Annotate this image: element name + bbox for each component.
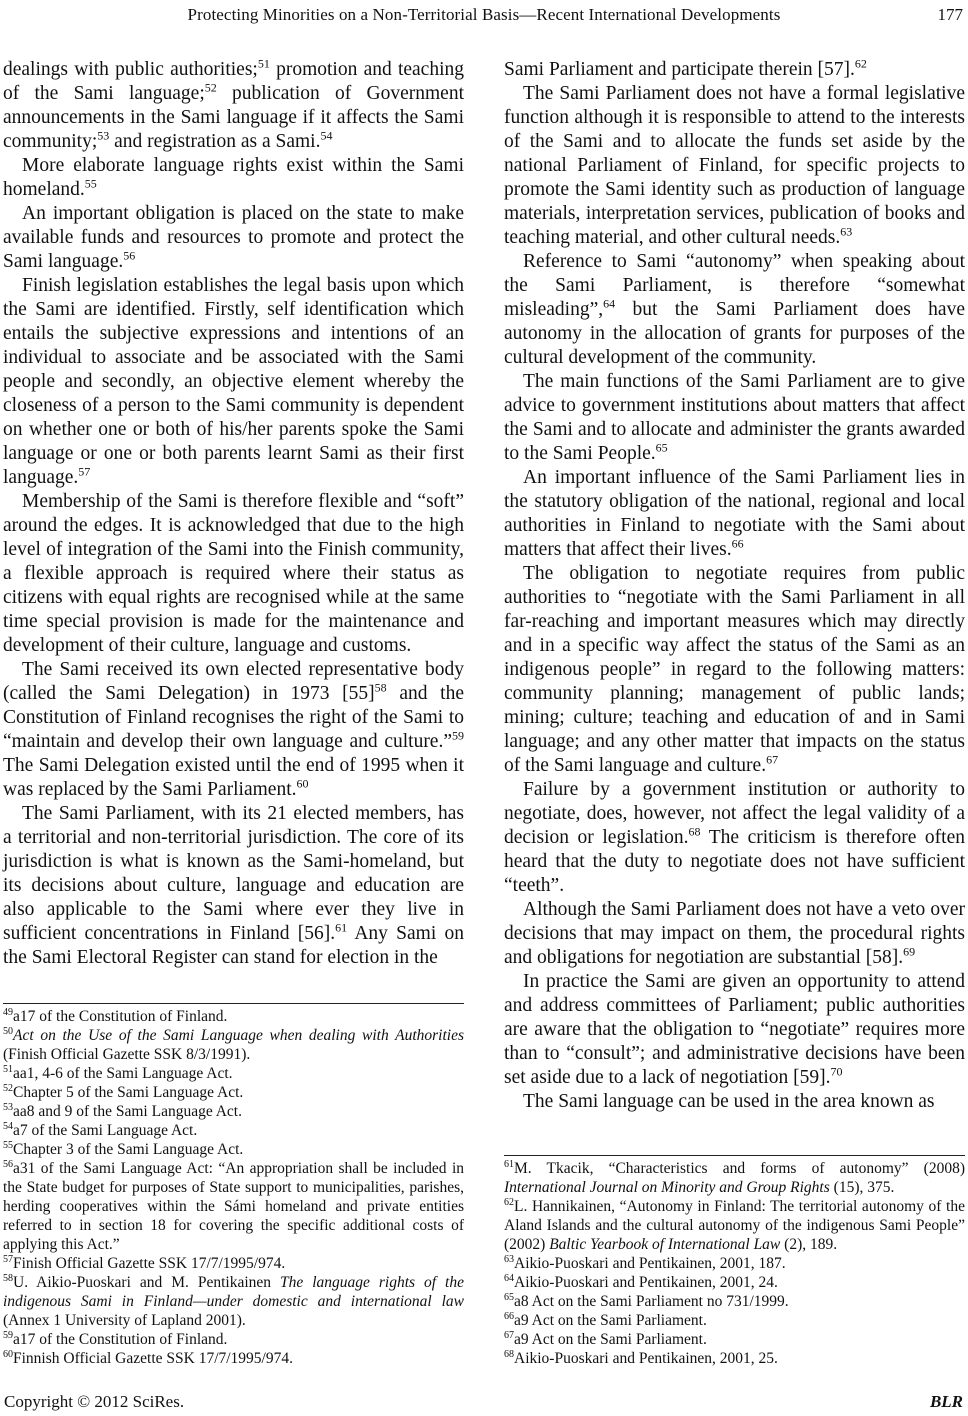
body-paragraph bbox=[504, 82, 965, 250]
text-run: publication of Government announcements in the Sami language if it affects the Sami community; bbox=[3, 83, 464, 152]
text-run: a8 Act on the Sami Parliament no 731/1999. bbox=[514, 1293, 789, 1310]
body-paragraph bbox=[504, 58, 965, 82]
text-run: Finnish Official Gazette SSK 17/7/1995/974. bbox=[13, 1350, 293, 1367]
footnote-marker: 65 bbox=[504, 1291, 514, 1303]
text-run: The obligation to negotiate requires from public authorities to “negotiate with the Sami Parliament in all far-reaching and important measures which may directly and in a specific way affect the status of the Sami as an indigenous people” in regard to the following matters: community planning; management of public lands; mining; culture; teaching and education of and in Sami language; and any other matter that impacts on the status of the Sami language and culture. bbox=[504, 563, 965, 776]
footnote-reference-marker: 55 bbox=[84, 176, 97, 191]
footnote-marker: 49 bbox=[3, 1006, 13, 1018]
text-run: Although the Sami Parliament does not have a veto over decisions that may impact on them, the procedural rights and obligations for negotiation are substantial [58]. bbox=[504, 899, 965, 968]
footnote bbox=[504, 1330, 965, 1349]
footnote-reference-marker: 51 bbox=[257, 56, 270, 71]
footnote-marker: 59 bbox=[3, 1329, 13, 1341]
body-paragraph bbox=[3, 154, 464, 202]
left-column-footnotes bbox=[3, 1003, 464, 1368]
text-run: The Sami Parliament does not have a formal legislative function although it is responsible to attend to the interests of the Sami and to allocate the funds set aside by the national Parliament of Finland, for specific projects to promote the Sami identity such as production of language materials, interpretation services, publication of books and teaching material, and other cultural needs. bbox=[504, 83, 965, 248]
text-run: a9 Act on the Sami Parliament. bbox=[514, 1312, 707, 1329]
text-run: promotion and teaching of the Sami language; bbox=[3, 59, 465, 104]
footnote-marker: 56 bbox=[3, 1158, 13, 1170]
text-run: but the Sami Parliament does have autonomy in the allocation of grants for purposes of the cultural development of the community. bbox=[504, 299, 965, 368]
footnote-reference-marker: 62 bbox=[854, 56, 867, 71]
text-run: Finish Official Gazette SSK 17/7/1995/974. bbox=[13, 1255, 286, 1272]
body-paragraph bbox=[504, 778, 965, 898]
footnote-reference-marker: 58 bbox=[374, 680, 387, 695]
footnote-marker: 53 bbox=[3, 1101, 13, 1113]
footnote-separator-rule bbox=[504, 1155, 965, 1156]
text-run: U. Aikio-Puoskari and M. Pentikainen bbox=[13, 1274, 280, 1291]
text-run: a31 of the Sami Language Act: “An appropriation shall be included in the State budget for purposes of State support to municipalities, parishes, herding cooperatives within the Sámi homeland and private entities referred to in section 18 for covering the specific additional costs of applying this Act.” bbox=[3, 1160, 464, 1253]
footnote bbox=[504, 1292, 965, 1311]
body-paragraph bbox=[3, 58, 464, 154]
footnote-marker: 57 bbox=[3, 1253, 13, 1265]
text-run: The main functions of the Sami Parliament are to give advice to government institutions about matters that affect the Sami and to allocate and administer the grants awarded to the Sami People. bbox=[504, 371, 965, 464]
page-footer bbox=[3, 1392, 965, 1412]
footnote-reference-marker: 52 bbox=[204, 80, 217, 95]
text-run: Membership of the Sami is therefore flexible and “soft” around the edges. It is acknowledged that due to the high level of integration of the Sami into the Finish community, a flexible approach is required where their status as citizens with equal rights are recognised while at the same time special provision is made for the maintenance and development of their culture, language and customs. bbox=[3, 491, 464, 656]
body-paragraph bbox=[504, 898, 965, 970]
page-number: 177 bbox=[937, 5, 963, 24]
text-run: An important obligation is placed on the state to make available funds and resources to promote and protect the Sami language. bbox=[3, 203, 464, 272]
footnote bbox=[3, 1349, 464, 1368]
footnote-reference-marker: 63 bbox=[840, 224, 853, 239]
copyright-notice: Copyright © 2012 SciRes. bbox=[4, 1392, 185, 1411]
footnote bbox=[3, 1159, 464, 1254]
text-run: (15), 375. bbox=[829, 1179, 895, 1196]
text-run: Chapter 5 of the Sami Language Act. bbox=[13, 1084, 244, 1101]
footnote-reference-marker: 61 bbox=[335, 920, 348, 935]
left-column-body bbox=[3, 58, 464, 970]
text-run: Reference to Sami “autonomy” when speaking about the Sami Parliament, is therefore “somewhat misleading”, bbox=[504, 251, 965, 320]
text-run: Chapter 3 of the Sami Language Act. bbox=[13, 1141, 244, 1158]
two-column-layout bbox=[3, 58, 965, 1368]
left-column bbox=[3, 58, 464, 1368]
footnote bbox=[504, 1197, 965, 1254]
footnote-marker: 50 bbox=[3, 1025, 13, 1037]
text-run: and registration as a Sami. bbox=[109, 131, 321, 152]
body-paragraph bbox=[3, 802, 464, 970]
text-run: Failure by a government institution or authority to negotiate, does, however, not affect the legal validity of a decision or legislation. bbox=[504, 779, 965, 848]
footnote bbox=[3, 1273, 464, 1330]
footnote-separator-rule bbox=[3, 1003, 464, 1004]
text-run: Aikio-Puoskari and Pentikainen, 2001, 25. bbox=[514, 1350, 778, 1367]
text-run: a9 Act on the Sami Parliament. bbox=[514, 1331, 707, 1348]
right-column-footnotes bbox=[504, 1155, 965, 1368]
text-run: The Sami Delegation existed until the end of 1995 when it was replaced by the Sami Parliament. bbox=[3, 755, 464, 800]
text-run: a7 of the Sami Language Act. bbox=[13, 1122, 198, 1139]
footnote-reference-marker: 70 bbox=[830, 1064, 843, 1079]
footnote bbox=[504, 1349, 965, 1368]
footnote bbox=[3, 1140, 464, 1159]
footnote-marker: 54 bbox=[3, 1120, 13, 1132]
body-paragraph bbox=[3, 274, 464, 490]
body-paragraph bbox=[504, 562, 965, 778]
body-paragraph bbox=[504, 466, 965, 562]
footnote-marker: 68 bbox=[504, 1348, 514, 1360]
right-column-body bbox=[504, 58, 965, 1114]
footnote-reference-marker: 68 bbox=[688, 824, 701, 839]
text-run: Baltic Yearbook of International Law bbox=[549, 1236, 781, 1253]
footnote-reference-marker: 60 bbox=[296, 776, 309, 791]
footnote-marker: 61 bbox=[504, 1158, 514, 1170]
footnote bbox=[504, 1311, 965, 1330]
body-paragraph bbox=[3, 658, 464, 802]
footnote bbox=[3, 1007, 464, 1026]
footnote bbox=[3, 1121, 464, 1140]
right-footnote-list bbox=[504, 1159, 965, 1368]
text-run: An important influence of the Sami Parliament lies in the statutory obligation of the national, regional and local authorities in Finland to negotiate with the Sami about matters that affect their lives. bbox=[504, 467, 965, 560]
footnote-reference-marker: 54 bbox=[320, 128, 333, 143]
text-run: Aikio-Puoskari and Pentikainen, 2001, 187. bbox=[514, 1255, 786, 1272]
footnote-reference-marker: 69 bbox=[903, 944, 916, 959]
text-run: In practice the Sami are given an opportunity to attend and address committees of Parliament; public authorities are aware that the obligation to “negotiate” requires more than to “consult”; and administrative decisions have been set aside due to a lack of negotiation [59]. bbox=[504, 971, 965, 1088]
text-run: Aikio-Puoskari and Pentikainen, 2001, 24. bbox=[514, 1274, 778, 1291]
footnote-reference-marker: 64 bbox=[603, 296, 616, 311]
text-run: a17 of the Constitution of Finland. bbox=[13, 1008, 228, 1025]
body-paragraph bbox=[3, 490, 464, 658]
footnote bbox=[3, 1083, 464, 1102]
footnote-reference-marker: 66 bbox=[731, 536, 744, 551]
footnote-marker: 60 bbox=[3, 1348, 13, 1360]
running-head-title: Protecting Minorities on a Non-Territorial Basis—Recent International Developments bbox=[187, 5, 781, 24]
text-run: The Sami received its own elected representative body (called the Sami Delegation) in 1973 [55] bbox=[3, 659, 464, 704]
text-run: dealings with public authorities; bbox=[3, 59, 258, 80]
text-run: (Annex 1 University of Lapland 2001). bbox=[3, 1312, 246, 1329]
text-run: (2), 189. bbox=[780, 1236, 838, 1253]
footnote-reference-marker: 53 bbox=[97, 128, 110, 143]
footnote bbox=[3, 1330, 464, 1349]
footnote bbox=[504, 1159, 965, 1197]
body-paragraph bbox=[504, 1090, 965, 1114]
text-run: and the Constitution of Finland recognises the right of the Sami to “maintain and develop their own language and culture.” bbox=[3, 683, 464, 752]
text-run: The Sami language can be used in the area known as bbox=[523, 1091, 935, 1112]
footnote-marker: 52 bbox=[3, 1082, 13, 1094]
text-run: International Journal on Minority and Group Rights bbox=[504, 1179, 830, 1196]
footnote-marker: 64 bbox=[504, 1272, 514, 1284]
text-run: a17 of the Constitution of Finland. bbox=[13, 1331, 228, 1348]
text-run: aa8 and 9 of the Sami Language Act. bbox=[13, 1103, 242, 1120]
footnote bbox=[504, 1254, 965, 1273]
text-run: Sami Parliament and participate therein [57]. bbox=[504, 59, 855, 80]
footnote bbox=[3, 1254, 464, 1273]
footnote bbox=[3, 1102, 464, 1121]
footnote-marker: 63 bbox=[504, 1253, 514, 1265]
footnote-reference-marker: 56 bbox=[123, 248, 136, 263]
left-footnote-list bbox=[3, 1007, 464, 1368]
text-run: Any Sami on the Sami Electoral Register can stand for election in the bbox=[3, 923, 465, 968]
text-run: Finish legislation establishes the legal basis upon which the Sami are identified. Firstly, self identification which entails the subjective expressions and intentions of an individual to associate and be associated with the Sami people and secondly, an objective element whereby the closeness of a person to the Sami community is dependent on whether one or both of his/her parents spoke the Sami language or one or both parents learnt Sami as their first language. bbox=[3, 275, 464, 488]
text-run: The language rights of the indigenous Sami in Finland—under domestic and international law bbox=[3, 1274, 464, 1310]
text-run: More elaborate language rights exist within the Sami homeland. bbox=[3, 155, 464, 200]
body-paragraph bbox=[504, 370, 965, 466]
footnote-marker: 62 bbox=[504, 1196, 514, 1208]
footnote-marker: 67 bbox=[504, 1329, 514, 1341]
footnote-marker: 51 bbox=[3, 1063, 13, 1075]
page-header bbox=[3, 4, 965, 28]
text-run: The criticism is therefore often heard that the duty to negotiate does not have sufficient “teeth”. bbox=[504, 827, 965, 896]
footnote-marker: 55 bbox=[3, 1139, 13, 1151]
text-run: The Sami Parliament, with its 21 elected members, has a territorial and non-territorial jurisdiction. The core of its jurisdiction is what is known as the Sami-homeland, but its decisions about culture, language and education are also applicable to the Sami where ever they live in sufficient concentrations in Finland [56]. bbox=[3, 803, 464, 944]
body-paragraph bbox=[504, 250, 965, 370]
text-run: aa1, 4-6 of the Sami Language Act. bbox=[13, 1065, 233, 1082]
body-paragraph bbox=[3, 202, 464, 274]
text-run: L. Hannikainen, “Autonomy in Finland: The territorial autonomy of the Aland Islands and the cultural autonomy of the indigenous Sami People” (2002) bbox=[504, 1198, 965, 1253]
footnote-reference-marker: 57 bbox=[78, 464, 91, 479]
text-run: (Finish Official Gazette SSK 8/3/1991). bbox=[3, 1046, 251, 1063]
footnote-marker: 58 bbox=[3, 1272, 13, 1284]
text-run: M. Tkacik, “Characteristics and forms of autonomy” (2008) bbox=[514, 1160, 965, 1177]
body-paragraph bbox=[504, 970, 965, 1090]
footnote-marker: 66 bbox=[504, 1310, 514, 1322]
footnote bbox=[3, 1026, 464, 1064]
footnote bbox=[3, 1064, 464, 1083]
journal-abbreviation: BLR bbox=[929, 1392, 963, 1411]
footnote-reference-marker: 65 bbox=[655, 440, 668, 455]
right-column bbox=[504, 58, 965, 1368]
footnote-reference-marker: 59 bbox=[452, 728, 464, 743]
footnote-reference-marker: 67 bbox=[766, 752, 779, 767]
text-run: Act on the Use of the Sami Language when dealing with Authorities bbox=[13, 1027, 464, 1044]
footnote bbox=[504, 1273, 965, 1292]
